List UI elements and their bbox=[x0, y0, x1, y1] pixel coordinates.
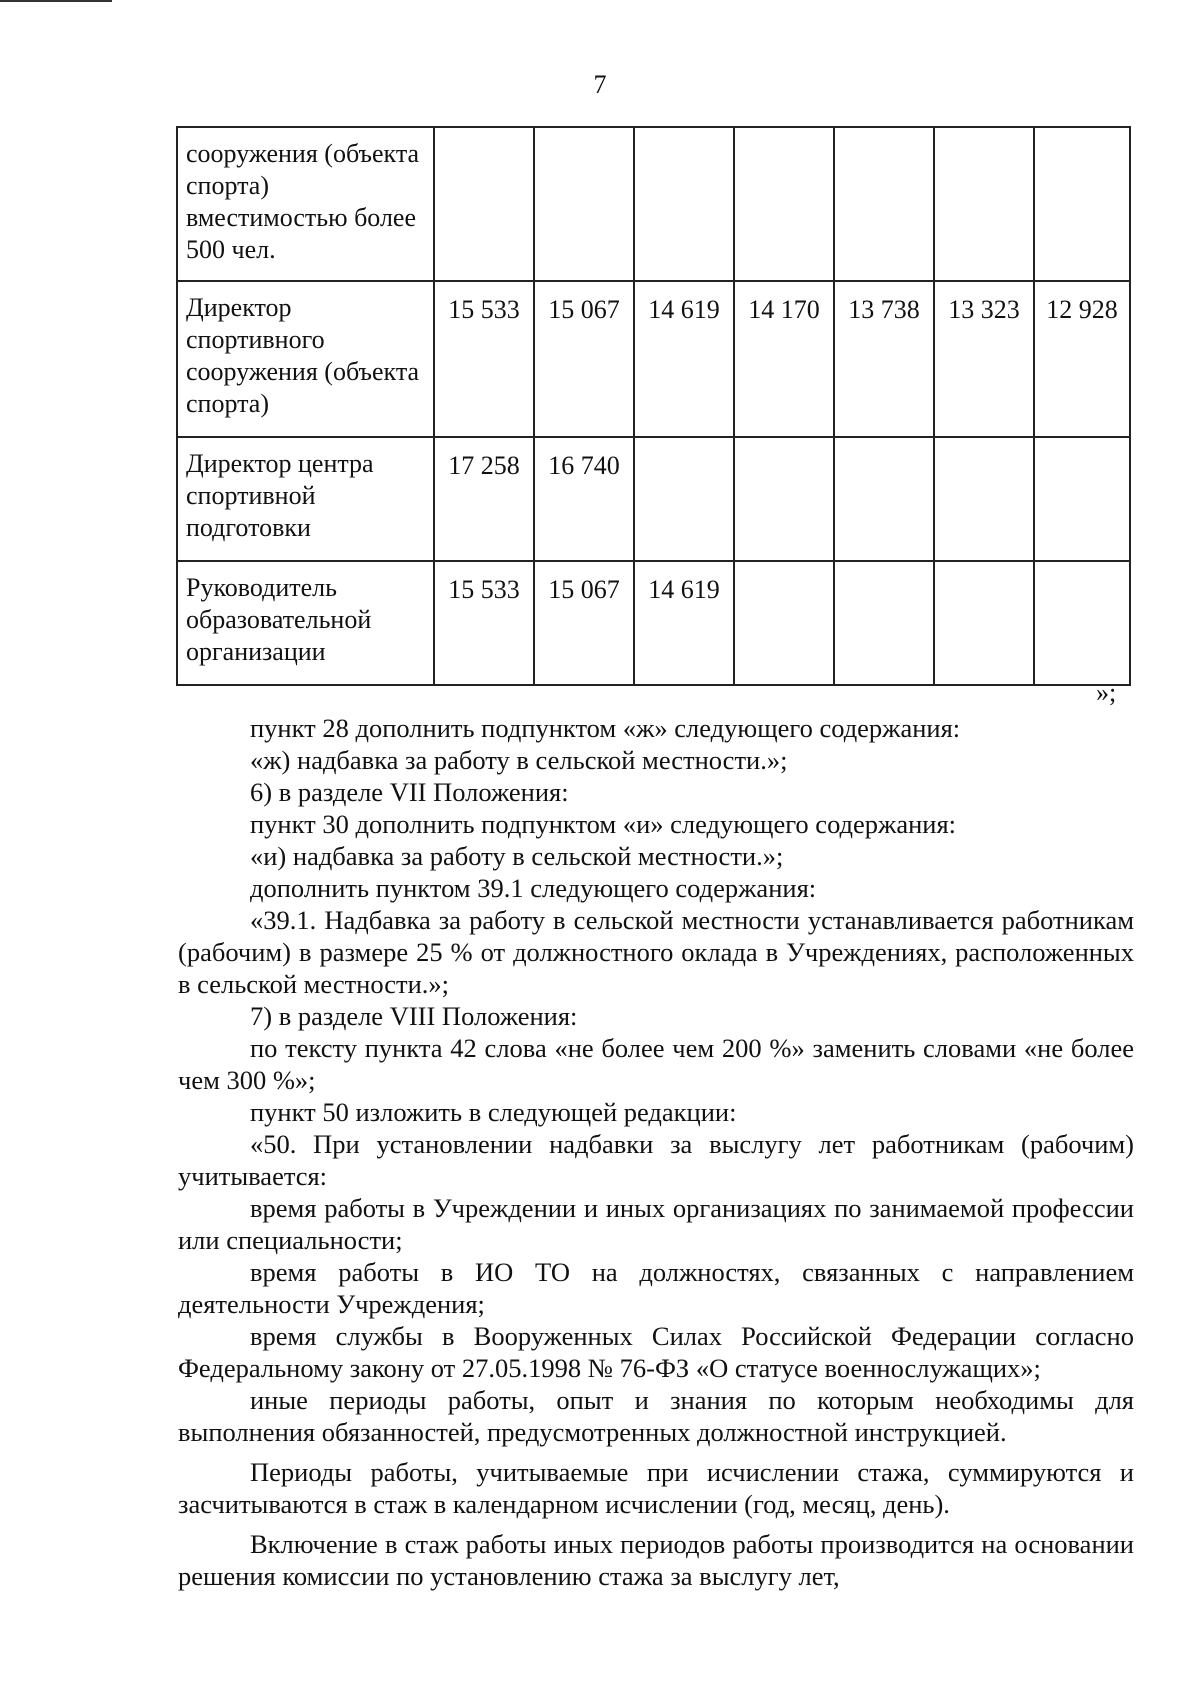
salary-cell bbox=[834, 561, 934, 685]
paragraph: 6) в разделе VII Положения: bbox=[250, 777, 569, 807]
salary-cell bbox=[934, 127, 1034, 281]
salary-cell bbox=[1034, 127, 1130, 281]
salary-cell: 15 067 bbox=[534, 561, 634, 685]
paragraph: Включение в стаж работы иных периодов работы производится на основании решения комиссии по установлению стажа за выслугу лет, bbox=[178, 1529, 1134, 1591]
salary-cell: 15 067 bbox=[534, 281, 634, 437]
paragraph: иные периоды работы, опыт и знания по которым необходимы для выполнения обязанностей, предусмотренных должностной инструкцией. bbox=[178, 1385, 1134, 1447]
paragraph: пункт 28 дополнить подпунктом «ж» следующего содержания: bbox=[250, 713, 961, 743]
table-closing-mark: »; bbox=[1096, 678, 1117, 707]
salary-cell: 14 619 bbox=[634, 561, 734, 685]
paragraph: время работы в ИО ТО на должностях, связанных с направлением деятельности Учреждения; bbox=[178, 1257, 1134, 1319]
salary-cell bbox=[734, 127, 834, 281]
salary-cell bbox=[934, 561, 1034, 685]
salary-cell bbox=[534, 127, 634, 281]
paragraph: по тексту пункта 42 слова «не более чем 200 %» заменить словами «не более чем 300 %»; bbox=[178, 1033, 1134, 1095]
paragraph: «ж) надбавка за работу в сельской местности.»; bbox=[250, 745, 788, 775]
paragraph: «50. При установлении надбавки за выслугу лет работникам (рабочим) учитывается: bbox=[178, 1129, 1134, 1191]
position-label: сооружения (объекта спорта) вместимостью более 500 чел. bbox=[177, 127, 434, 281]
salary-cell bbox=[1034, 437, 1130, 561]
position-label: Директор спортивного сооружения (объекта спорта) bbox=[177, 281, 434, 437]
paragraph: время работы в Учреждении и иных организациях по занимаемой профессии или специальности; bbox=[178, 1193, 1134, 1255]
salary-cell: 17 258 bbox=[434, 437, 534, 561]
paragraph: время службы в Вооруженных Силах Российской Федерации согласно Федеральному закону от 27.05.1998 № 76-ФЗ «О статусе военнослужащих»; bbox=[178, 1321, 1134, 1383]
salary-cell bbox=[734, 561, 834, 685]
paragraph: дополнить пунктом 39.1 следующего содержания: bbox=[250, 873, 817, 903]
salary-table bbox=[176, 126, 1131, 686]
salary-cell bbox=[634, 437, 734, 561]
paragraph: «39.1. Надбавка за работу в сельской местности устанавливается работникам (рабочим) в размере 25 % от должностного оклада в Учреждениях, расположенных в сельской местности.»; bbox=[178, 905, 1134, 999]
paragraph: пункт 50 изложить в следующей редакции: bbox=[250, 1097, 737, 1127]
salary-cell: 16 740 bbox=[534, 437, 634, 561]
page-number: 7 bbox=[593, 70, 607, 99]
salary-cell bbox=[834, 437, 934, 561]
table-row bbox=[177, 127, 1130, 281]
position-label: Директор центра спортивной подготовки bbox=[177, 437, 434, 561]
salary-cell bbox=[634, 127, 734, 281]
salary-cell: 13 323 bbox=[934, 281, 1034, 437]
salary-cell bbox=[734, 437, 834, 561]
document-body bbox=[178, 712, 1134, 1592]
table-row bbox=[177, 437, 1130, 561]
salary-cell: 13 738 bbox=[834, 281, 934, 437]
paragraph: Периоды работы, учитываемые при исчислении стажа, суммируются и засчитываются в стаж в календарном исчислении (год, месяц, день). bbox=[178, 1457, 1134, 1519]
salary-cell: 15 533 bbox=[434, 561, 534, 685]
salary-cell: 14 170 bbox=[734, 281, 834, 437]
salary-cell: 15 533 bbox=[434, 281, 534, 437]
top-edge-rule bbox=[0, 0, 112, 2]
position-label: Руководитель образовательной организации bbox=[177, 561, 434, 685]
salary-cell: 14 619 bbox=[634, 281, 734, 437]
salary-cell: 12 928 bbox=[1034, 281, 1130, 437]
table-row bbox=[177, 281, 1130, 437]
paragraph: «и) надбавка за работу в сельской местности.»; bbox=[250, 841, 784, 871]
table-row bbox=[177, 561, 1130, 685]
paragraph: 7) в разделе VIII Положения: bbox=[250, 1001, 578, 1031]
salary-cell bbox=[434, 127, 534, 281]
salary-cell bbox=[1034, 561, 1130, 685]
salary-cell bbox=[834, 127, 934, 281]
salary-cell bbox=[934, 437, 1034, 561]
paragraph: пункт 30 дополнить подпунктом «и» следующего содержания: bbox=[250, 809, 957, 839]
